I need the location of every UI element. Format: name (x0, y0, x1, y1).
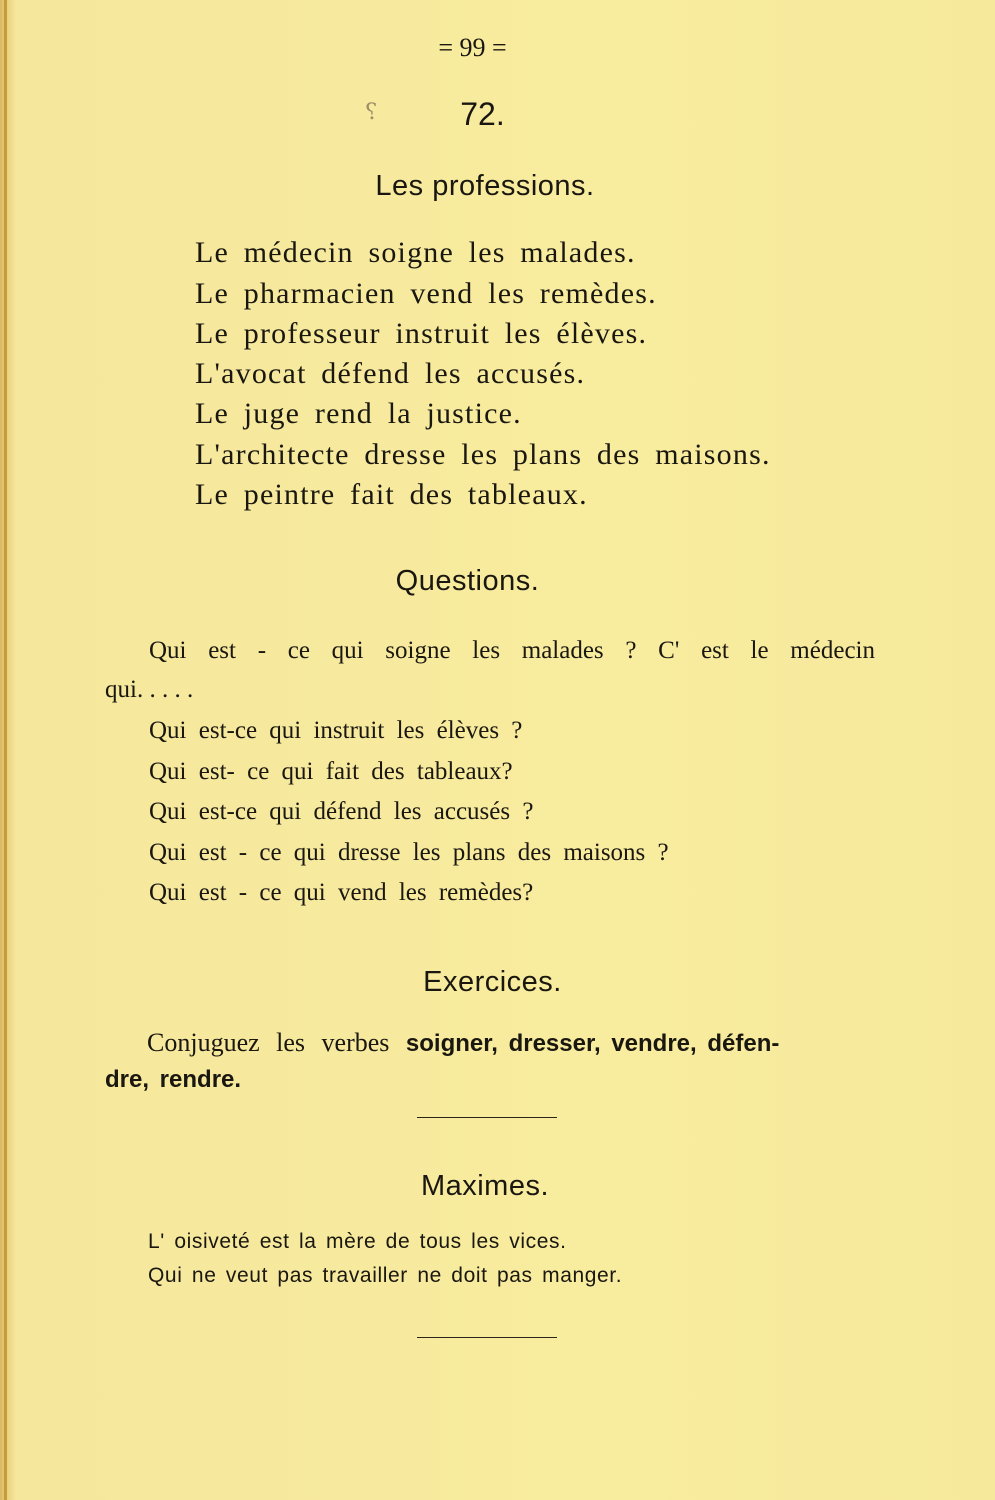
maxim-line: Qui ne veut pas travailler ne doit pas manger. (148, 1264, 623, 1287)
question-line: Qui est - ce qui vend les remèdes? (149, 879, 534, 906)
ink-smudge: ⸮ (365, 100, 377, 125)
question-line: Qui est-ce qui instruit les élèves ? (149, 717, 523, 744)
question-line: Qui est-ce qui défend les accusés ? (149, 798, 534, 825)
question-line: Qui est- ce qui fait des tableaux? (149, 758, 513, 785)
exercise-verbs-line2: dre, rendre. (105, 1066, 242, 1093)
reading-line: Le médecin soigne les malades. (195, 236, 636, 269)
reading-line: L'architecte dresse les plans des maisons. (195, 438, 771, 471)
reading-line: Le juge rend la justice. (195, 397, 522, 430)
page-number: = 99 = (438, 33, 507, 62)
question-continuation: qui. . . . . (105, 676, 194, 703)
question-line: Qui est - ce qui soigne les malades ? C' est le médecin (149, 637, 875, 664)
reading-line: Le pharmacien vend les remèdes. (195, 277, 657, 310)
divider-rule (417, 1337, 557, 1338)
question-line: Qui est - ce qui dresse les plans des maisons ? (149, 839, 669, 866)
exercise-verbs-line1: soigner, dresser, vendre, défen- (405, 1030, 780, 1057)
reading-line: L'avocat défend les accusés. (195, 357, 586, 390)
section-title-professions: Les professions. (375, 170, 595, 202)
lesson-number: 72. (460, 96, 505, 132)
section-title-maximes: Maximes. (420, 1170, 550, 1202)
maxim-line: L' oisiveté est la mère de tous les vices. (148, 1230, 567, 1253)
section-title-exercices: Exercices. (423, 966, 562, 998)
reading-line: Le peintre fait des tableaux. (195, 478, 588, 511)
divider-rule (417, 1117, 557, 1118)
exercise-verbs-continuation (105, 1066, 241, 1094)
exercise-instruction: Conjuguez les verbes (147, 1028, 390, 1057)
reading-line: Le professeur instruit les élèves. (195, 317, 648, 350)
exercise-instruction-line (147, 1028, 779, 1058)
section-title-questions: Questions. (395, 565, 540, 597)
page-edge (4, 0, 7, 1500)
